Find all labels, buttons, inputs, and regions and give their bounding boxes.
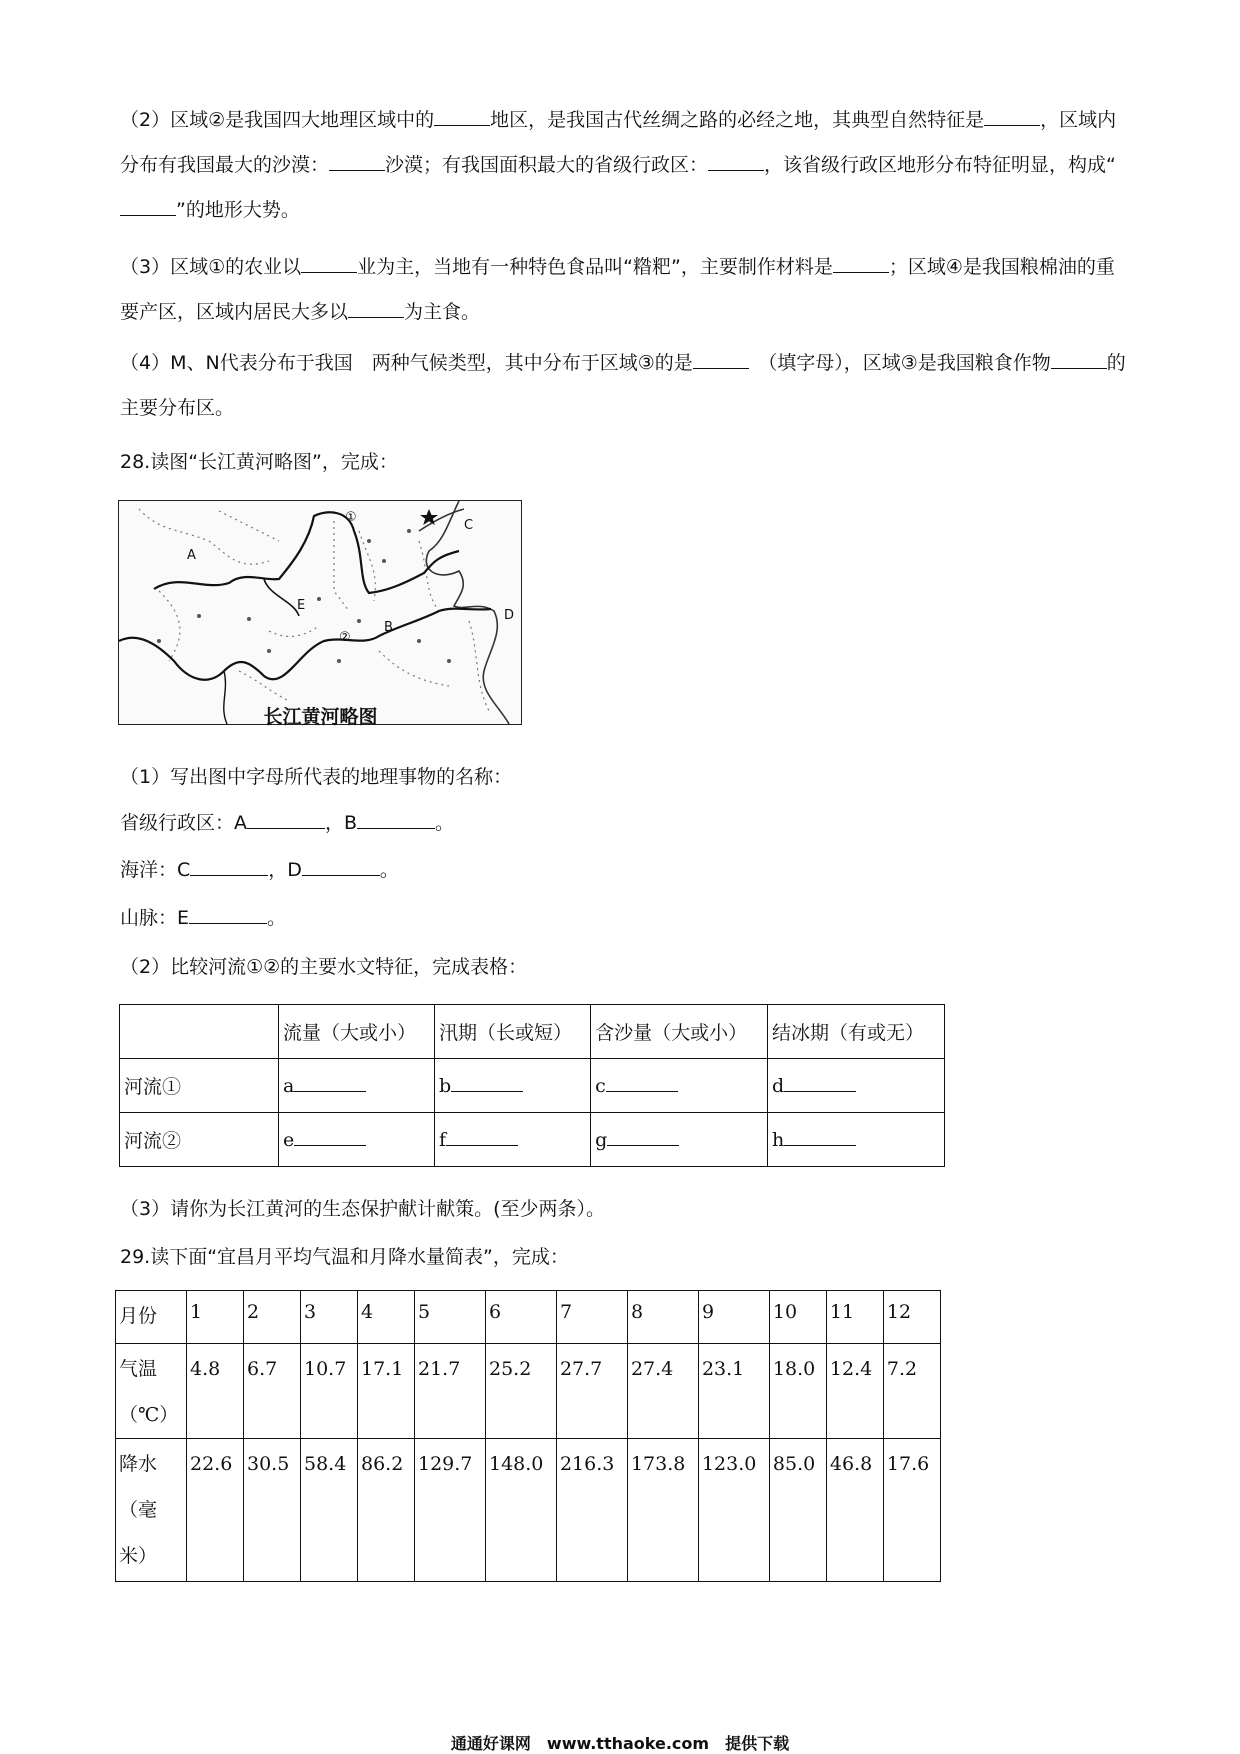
- q28-provinces: 省级行政区：A ，B 。: [120, 808, 454, 835]
- temp-cell: 21.7: [415, 1344, 486, 1439]
- yangtze-yellow-river-map: [118, 500, 522, 725]
- hydrology-table: [119, 1004, 945, 1167]
- map-caption: 长江黄河略图: [263, 706, 378, 728]
- precip-cell: 123.0: [698, 1439, 769, 1582]
- answer-cell[interactable]: c: [591, 1059, 768, 1113]
- answer-cell[interactable]: h: [768, 1113, 945, 1167]
- q29-title: 29.读下面“宜昌月平均气温和月降水量简表”，完成：: [120, 1246, 569, 1268]
- precip-cell: 58.4: [301, 1439, 358, 1582]
- label-E: E: [297, 598, 306, 613]
- table-header-row: [120, 1005, 945, 1059]
- header-cell: 含沙量（大或小）: [591, 1005, 768, 1059]
- header-cell: 流量（大或小）: [279, 1005, 435, 1059]
- table-row: [120, 1113, 945, 1167]
- climate-table: [115, 1290, 941, 1582]
- answer-cell[interactable]: a: [279, 1059, 435, 1113]
- answer-blank-E[interactable]: [189, 903, 267, 924]
- q28-sub2: （2）比较河流①②的主要水文特征，完成表格：: [120, 956, 528, 978]
- row-label: 降水 （毫 米）: [116, 1439, 187, 1582]
- q28-sub3: （3）请你为长江黄河的生态保护献计献策。(至少两条）。: [120, 1198, 606, 1220]
- label-D: D: [504, 608, 515, 623]
- answer-blank[interactable]: [329, 150, 385, 171]
- precip-cell: 173.8: [627, 1439, 698, 1582]
- q28-mountains: 山脉：E 。: [120, 903, 286, 930]
- label-river-2: ②: [339, 630, 351, 645]
- q28-sub1: （1）写出图中字母所代表的地理事物的名称：: [120, 766, 513, 788]
- answer-blank[interactable]: [833, 252, 889, 273]
- answer-blank[interactable]: [708, 150, 764, 171]
- precip-cell: 216.3: [556, 1439, 627, 1582]
- answer-cell[interactable]: e: [279, 1113, 435, 1167]
- label-river-1: ①: [345, 510, 357, 525]
- precip-cell: 129.7: [415, 1439, 486, 1582]
- month-cell: 2: [244, 1291, 301, 1344]
- month-cell: 6: [485, 1291, 556, 1344]
- temp-cell: 23.1: [698, 1344, 769, 1439]
- answer-blank[interactable]: [301, 252, 357, 273]
- precip-cell: 148.0: [485, 1439, 556, 1582]
- header-cell: [120, 1005, 279, 1059]
- answer-blank[interactable]: [984, 105, 1040, 126]
- answer-blank-D[interactable]: [302, 855, 380, 876]
- month-cell: 4: [358, 1291, 415, 1344]
- table-row-temperature: [116, 1344, 941, 1439]
- month-cell: 7: [556, 1291, 627, 1344]
- answer-blank-B[interactable]: [357, 808, 435, 829]
- answer-blank[interactable]: [1051, 348, 1107, 369]
- temp-cell: 6.7: [244, 1344, 301, 1439]
- answer-blank[interactable]: [120, 195, 176, 216]
- month-cell: 12: [883, 1291, 940, 1344]
- precip-cell: 22.6: [187, 1439, 244, 1582]
- precip-cell: 17.6: [883, 1439, 940, 1582]
- answer-cell[interactable]: d: [768, 1059, 945, 1113]
- header-cell: 汛期（长或短）: [435, 1005, 591, 1059]
- answer-blank-A[interactable]: [247, 808, 325, 829]
- header-cell: 结冰期（有或无）: [768, 1005, 945, 1059]
- answer-cell[interactable]: g: [591, 1113, 768, 1167]
- temp-cell: 10.7: [301, 1344, 358, 1439]
- temp-cell: 18.0: [769, 1344, 826, 1439]
- q28-seas: 海洋：C ，D 。: [120, 855, 399, 882]
- month-cell: 9: [698, 1291, 769, 1344]
- precip-cell: 46.8: [826, 1439, 883, 1582]
- answer-blank[interactable]: [348, 297, 404, 318]
- temp-cell: 4.8: [187, 1344, 244, 1439]
- month-cell: 11: [826, 1291, 883, 1344]
- label-A: A: [187, 548, 196, 563]
- row-label: 河流①: [120, 1059, 279, 1113]
- temp-cell: 17.1: [358, 1344, 415, 1439]
- answer-blank[interactable]: [434, 105, 490, 126]
- answer-cell[interactable]: f: [435, 1113, 591, 1167]
- temp-cell: 7.2: [883, 1344, 940, 1439]
- label-B: B: [384, 620, 393, 635]
- table-row-months: [116, 1291, 941, 1344]
- month-cell: 10: [769, 1291, 826, 1344]
- row-label: 气温 （℃）: [116, 1344, 187, 1439]
- row-label: 河流②: [120, 1113, 279, 1167]
- precip-cell: 86.2: [358, 1439, 415, 1582]
- temp-cell: 27.4: [627, 1344, 698, 1439]
- month-cell: 5: [415, 1291, 486, 1344]
- q27-part3: （3）区域①的农业以 业为主，当地有一种特色食品叫“糌粑”，主要制作材料是 ；区域④是我国粮棉油的重要产区，区域内居民大多以 为主食。: [120, 245, 1130, 335]
- month-cell: 3: [301, 1291, 358, 1344]
- q27-part4: （4）M、N代表分布于我国 两种气候类型，其中分布于区域③的是 （填字母），区域③是我国粮食作物 的主要分布区。: [120, 341, 1130, 431]
- q27-part2: （2）区域②是我国四大地理区域中的 地区，是我国古代丝绸之路的必经之地，其典型自然特征是 ，区域内分布有我国最大的沙漠： 沙漠；有我国面积最大的省级行政区： ，该省级行政区地形分布特征明显，构成“”的地形大势。: [120, 98, 1130, 233]
- temp-cell: 27.7: [556, 1344, 627, 1439]
- page-footer: 通通好课网 www.tthaoke.com 提供下载: [450, 1734, 790, 1753]
- q28-title: 28.读图“长江黄河略图”，完成：: [120, 451, 398, 473]
- temp-cell: 25.2: [485, 1344, 556, 1439]
- precip-cell: 30.5: [244, 1439, 301, 1582]
- precip-cell: 85.0: [769, 1439, 826, 1582]
- table-row-precipitation: [116, 1439, 941, 1582]
- table-row: [120, 1059, 945, 1113]
- label-C: C: [464, 518, 474, 533]
- month-cell: 1: [187, 1291, 244, 1344]
- answer-cell[interactable]: b: [435, 1059, 591, 1113]
- row-label: 月份: [116, 1291, 187, 1344]
- answer-blank-C[interactable]: [190, 855, 268, 876]
- answer-blank[interactable]: [693, 348, 749, 369]
- temp-cell: 12.4: [826, 1344, 883, 1439]
- month-cell: 8: [627, 1291, 698, 1344]
